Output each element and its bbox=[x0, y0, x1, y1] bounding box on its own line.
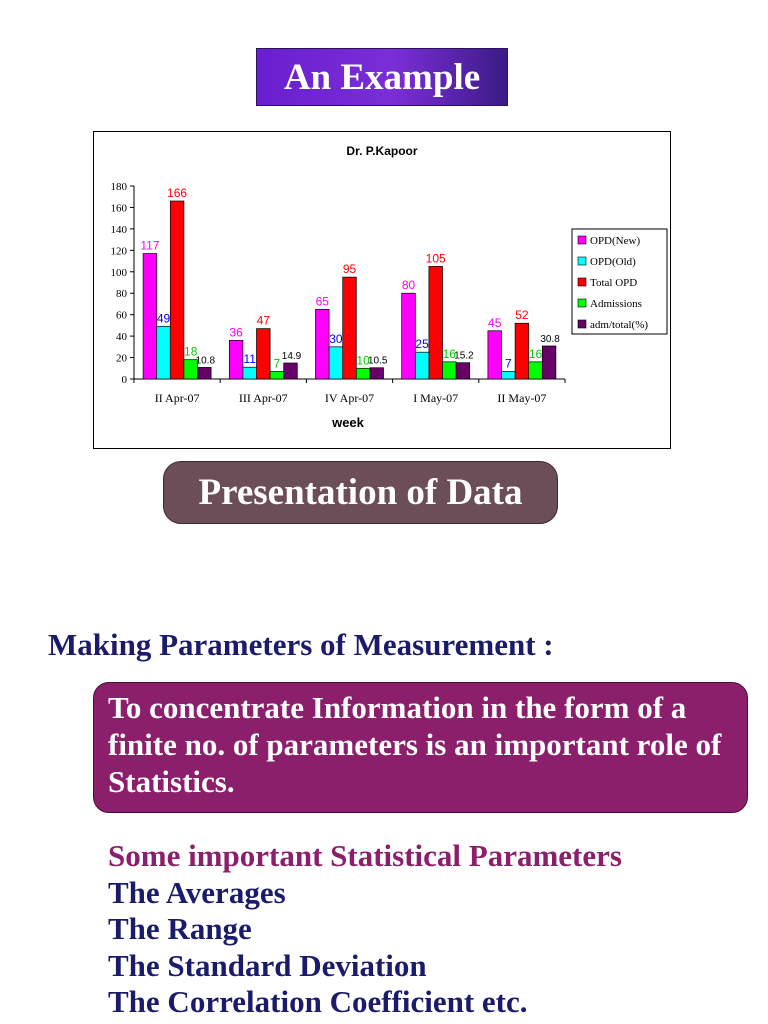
bar-total-opd bbox=[515, 323, 529, 379]
bar-adm-total bbox=[370, 368, 384, 379]
data-label: 117 bbox=[140, 238, 160, 253]
bar-opd-old bbox=[502, 371, 516, 379]
bar-opd-new bbox=[229, 340, 243, 379]
bar-adm-total bbox=[456, 363, 470, 379]
x-tick-label: III Apr-07 bbox=[238, 391, 288, 405]
data-label: 65 bbox=[315, 294, 329, 309]
bar-opd-new bbox=[316, 309, 330, 379]
y-tick-label: 180 bbox=[110, 181, 127, 193]
data-label: 80 bbox=[401, 278, 416, 293]
data-label: 30 bbox=[329, 331, 343, 346]
bar-adm-total bbox=[542, 346, 556, 379]
parameter-item-correlation: The Correlation Coefficient etc. bbox=[108, 984, 528, 1019]
legend-swatch bbox=[578, 299, 586, 307]
data-label: 36 bbox=[229, 325, 243, 340]
x-axis-title: week bbox=[332, 415, 364, 430]
x-tick-label: II May-07 bbox=[497, 391, 547, 405]
bar-adm-total bbox=[284, 363, 298, 379]
bar-total-opd bbox=[429, 266, 443, 379]
bar-total-opd bbox=[170, 201, 184, 379]
data-label: 45 bbox=[488, 315, 502, 330]
y-tick-label: 60 bbox=[116, 309, 127, 322]
y-tick-label: 120 bbox=[110, 245, 127, 258]
bar-admissions bbox=[529, 362, 543, 379]
data-label: 11 bbox=[243, 352, 256, 367]
parameters-heading: Some important Statistical Parameters bbox=[108, 838, 622, 873]
bar-adm-total bbox=[198, 367, 212, 379]
y-tick-label: 20 bbox=[116, 352, 127, 365]
bar-admissions bbox=[443, 362, 457, 379]
info-box bbox=[93, 682, 748, 813]
data-label: 25 bbox=[415, 337, 429, 352]
bar-opd-new bbox=[402, 293, 416, 379]
legend-label: adm/total(%) bbox=[590, 319, 649, 331]
info-text: To concentrate Information in the form of a finite no. of parameters is an important role of Statistics. bbox=[108, 690, 722, 799]
parameter-item-averages: The Averages bbox=[108, 874, 286, 910]
x-tick-label: II Apr-07 bbox=[154, 391, 200, 405]
legend-label: OPD(New) bbox=[590, 235, 641, 247]
data-label: 7 bbox=[273, 356, 281, 371]
bar-opd-old bbox=[415, 352, 429, 379]
legend-label: OPD(Old) bbox=[590, 256, 636, 268]
bar-opd-old bbox=[157, 326, 171, 379]
data-label: 47 bbox=[256, 313, 270, 328]
data-label: 18 bbox=[184, 344, 198, 359]
bar-opd-new bbox=[143, 254, 157, 379]
legend-label: Admissions bbox=[590, 298, 642, 310]
data-label: 10 bbox=[356, 353, 370, 368]
x-tick-label: I May-07 bbox=[413, 391, 459, 405]
data-label: 16 bbox=[528, 346, 543, 361]
legend-swatch bbox=[578, 236, 586, 244]
y-tick-label: 0 bbox=[121, 374, 127, 386]
y-tick-label: 100 bbox=[110, 266, 127, 279]
chart-title: Dr. P.Kapoor bbox=[346, 144, 418, 158]
slide-title: An Example bbox=[256, 48, 508, 106]
data-label: 16 bbox=[442, 346, 456, 361]
bar-total-opd bbox=[343, 277, 357, 379]
bar-admissions bbox=[356, 368, 370, 379]
data-label: 30.8 bbox=[540, 333, 560, 345]
legend-swatch bbox=[578, 278, 586, 286]
bar-opd-new bbox=[488, 331, 502, 379]
data-label: 7 bbox=[504, 356, 512, 371]
x-tick-label: IV Apr-07 bbox=[324, 391, 375, 405]
data-label: 10.5 bbox=[367, 355, 388, 367]
bar-opd-old bbox=[329, 347, 343, 379]
chart-frame bbox=[93, 131, 671, 449]
parameters-list bbox=[108, 838, 622, 1021]
data-label: 105 bbox=[425, 251, 446, 266]
data-label: 52 bbox=[515, 308, 529, 323]
data-label: 166 bbox=[167, 186, 188, 201]
y-tick-label: 40 bbox=[116, 331, 127, 344]
data-label: 15.2 bbox=[454, 350, 474, 362]
y-tick-label: 160 bbox=[110, 202, 127, 215]
data-label: 14.9 bbox=[281, 351, 302, 363]
legend-label: Total OPD bbox=[590, 277, 638, 289]
data-label: 10.8 bbox=[195, 355, 216, 367]
parameter-item-range: The Range bbox=[108, 911, 252, 946]
presentation-of-data-label: Presentation of Data bbox=[163, 461, 558, 524]
legend-swatch bbox=[578, 320, 586, 328]
legend-swatch bbox=[578, 257, 586, 265]
bar-opd-old bbox=[243, 367, 257, 379]
bar-total-opd bbox=[257, 329, 271, 379]
data-label: 49 bbox=[156, 311, 171, 326]
y-tick-label: 140 bbox=[110, 223, 127, 236]
data-label: 95 bbox=[342, 262, 357, 277]
y-tick-label: 80 bbox=[116, 288, 127, 301]
section-heading: Making Parameters of Measurement : bbox=[48, 627, 554, 662]
parameter-item-standard-deviation: The Standard Deviation bbox=[108, 947, 427, 983]
bar-chart bbox=[94, 132, 670, 448]
bar-admissions bbox=[270, 371, 284, 379]
